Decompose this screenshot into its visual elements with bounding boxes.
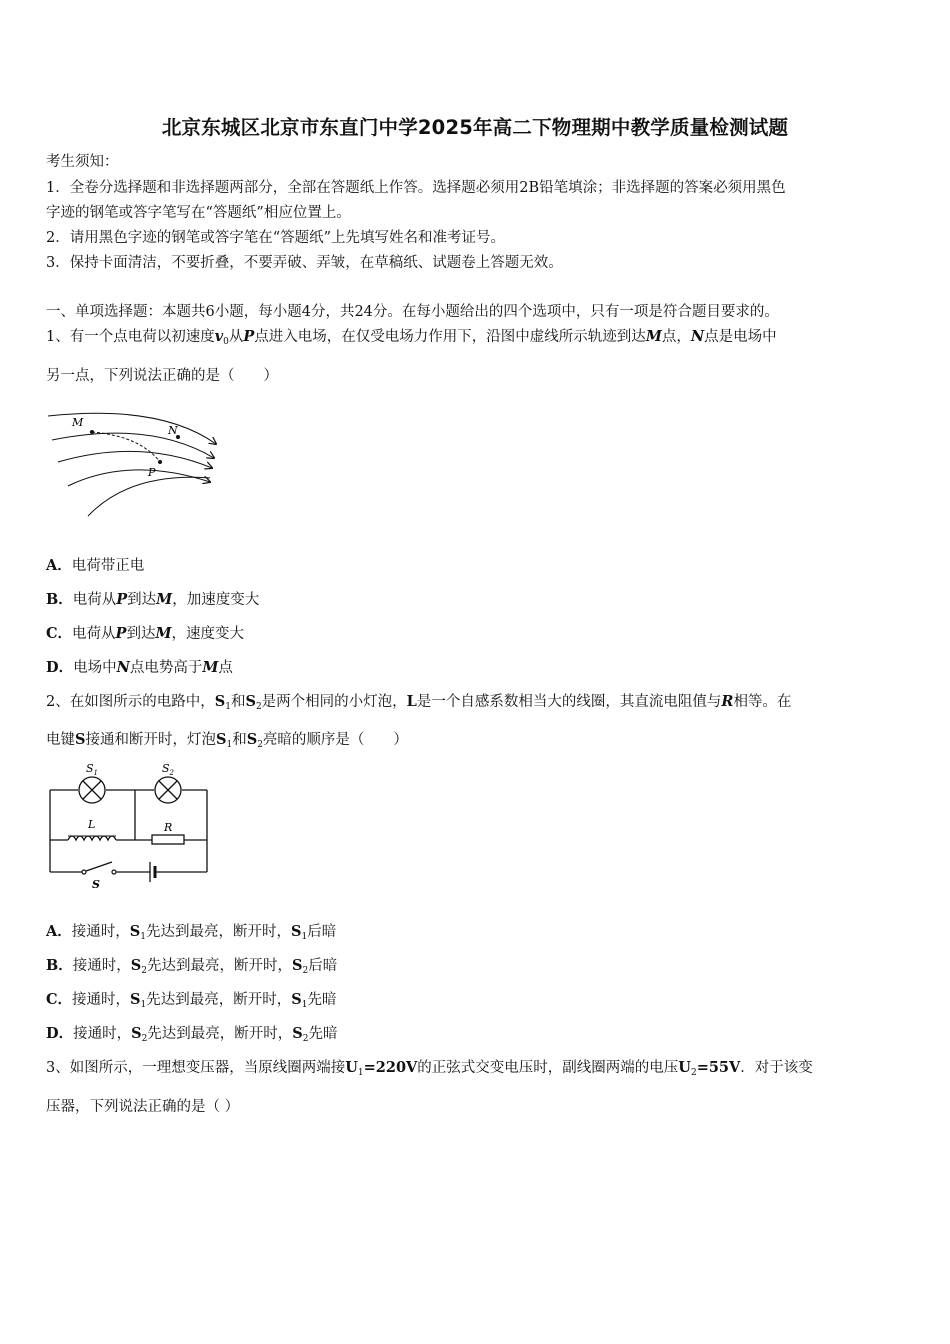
q2-option-d[interactable]: D．接通时，$S_2$先达到最亮，断开时，$S_2$先暗 <box>46 1025 338 1044</box>
q1-stem-line2: 另一点，下列说法正确的是（ ） <box>46 368 278 384</box>
page-title: 北京东城区北京市东直门中学2025年高二下物理期中教学质量检测试题 <box>161 116 789 139</box>
q1-option-a[interactable]: A．电荷带正电 <box>46 557 145 574</box>
q1-stem-line1: 1、有一个点电荷以初速度$v_0$从P点进入电场，在仅受电场力作用下，沿图中虚线所示轨迹到达M点，N点是电场中 <box>46 328 777 347</box>
label-s2: $S_2$ <box>162 762 175 777</box>
notice-heading: 考生须知： <box>46 154 119 170</box>
inductor-icon <box>68 836 116 840</box>
label-r: R <box>164 821 173 834</box>
switch-pivot <box>82 870 86 874</box>
field-line-2 <box>52 433 214 458</box>
label-n: N <box>168 424 178 437</box>
q2-option-c[interactable]: C．接通时，$S_1$先达到最亮，断开时，$S_1$先暗 <box>46 991 337 1010</box>
section-heading: 一、单项选择题：本题共6小题，每小题4分，共24分。在每小题给出的四个选项中，只有一项是符合题目要求的。 <box>46 304 779 320</box>
q1-option-b[interactable]: B．电荷从P到达M，加速度变大 <box>46 591 260 608</box>
q1-option-c[interactable]: C．电荷从P到达M，速度变大 <box>46 625 245 642</box>
q3-stem-line1: 3、如图所示，一理想变压器，当原线圈两端接$U_1=220V$的正弦式交变电压时，副线圈两端的电压$U_2=55V$．对于该变 <box>46 1059 813 1078</box>
label-p: P <box>148 466 156 479</box>
field-line-4 <box>68 470 210 486</box>
point-m <box>90 430 94 434</box>
q1-field-figure <box>40 400 230 525</box>
q3-stem-line2: 压器，下列说法正确的是（ ） <box>46 1099 240 1115</box>
q2-option-b[interactable]: B．接通时，$S_2$先达到最亮，断开时，$S_2$后暗 <box>46 957 338 976</box>
point-p <box>158 460 162 464</box>
label-m: M <box>72 416 84 429</box>
switch-icon <box>86 862 112 871</box>
q1-option-d[interactable]: D．电场中N点电势高于M点 <box>46 659 233 676</box>
label-s: S <box>92 878 100 890</box>
notice-item-2: 2．请用黑色字迹的钢笔或答字笔在“答题纸”上先填写姓名和准考证号。 <box>46 230 506 246</box>
field-line-5 <box>88 477 210 516</box>
q2-stem-line1: 2、在如图所示的电路中，$S_1$和$S_2$是两个相同的小灯泡，L是一个自感系数相当大的线圈，其直流电阻值与R相等。在 <box>46 693 792 712</box>
field-line-3 <box>58 451 212 468</box>
switch-contact <box>112 870 116 874</box>
label-s1: $S_1$ <box>86 762 99 777</box>
notice-item-1b: 字迹的钢笔或答字笔写在“答题纸”相应位置上。 <box>46 205 351 221</box>
q2-option-a[interactable]: A．接通时，$S_1$先达到最亮，断开时，$S_1$后暗 <box>46 923 337 942</box>
label-l: L <box>88 818 96 831</box>
resistor-icon <box>152 835 184 844</box>
notice-item-3: 3．保持卡面清洁，不要折叠，不要弄破、弄皱，在草稿纸、试题卷上答题无效。 <box>46 255 563 271</box>
trajectory-dashed <box>92 432 160 462</box>
q2-circuit-figure <box>42 758 214 890</box>
notice-item-1a: 1．全卷分选择题和非选择题两部分，全部在答题纸上作答。选择题必须用2B铅笔填涂；非选择题的答案必须用黑色 <box>46 180 786 196</box>
q2-stem-line2: 电键S接通和断开时，灯泡$S_1$和$S_2$亮暗的顺序是（ ） <box>46 731 408 750</box>
